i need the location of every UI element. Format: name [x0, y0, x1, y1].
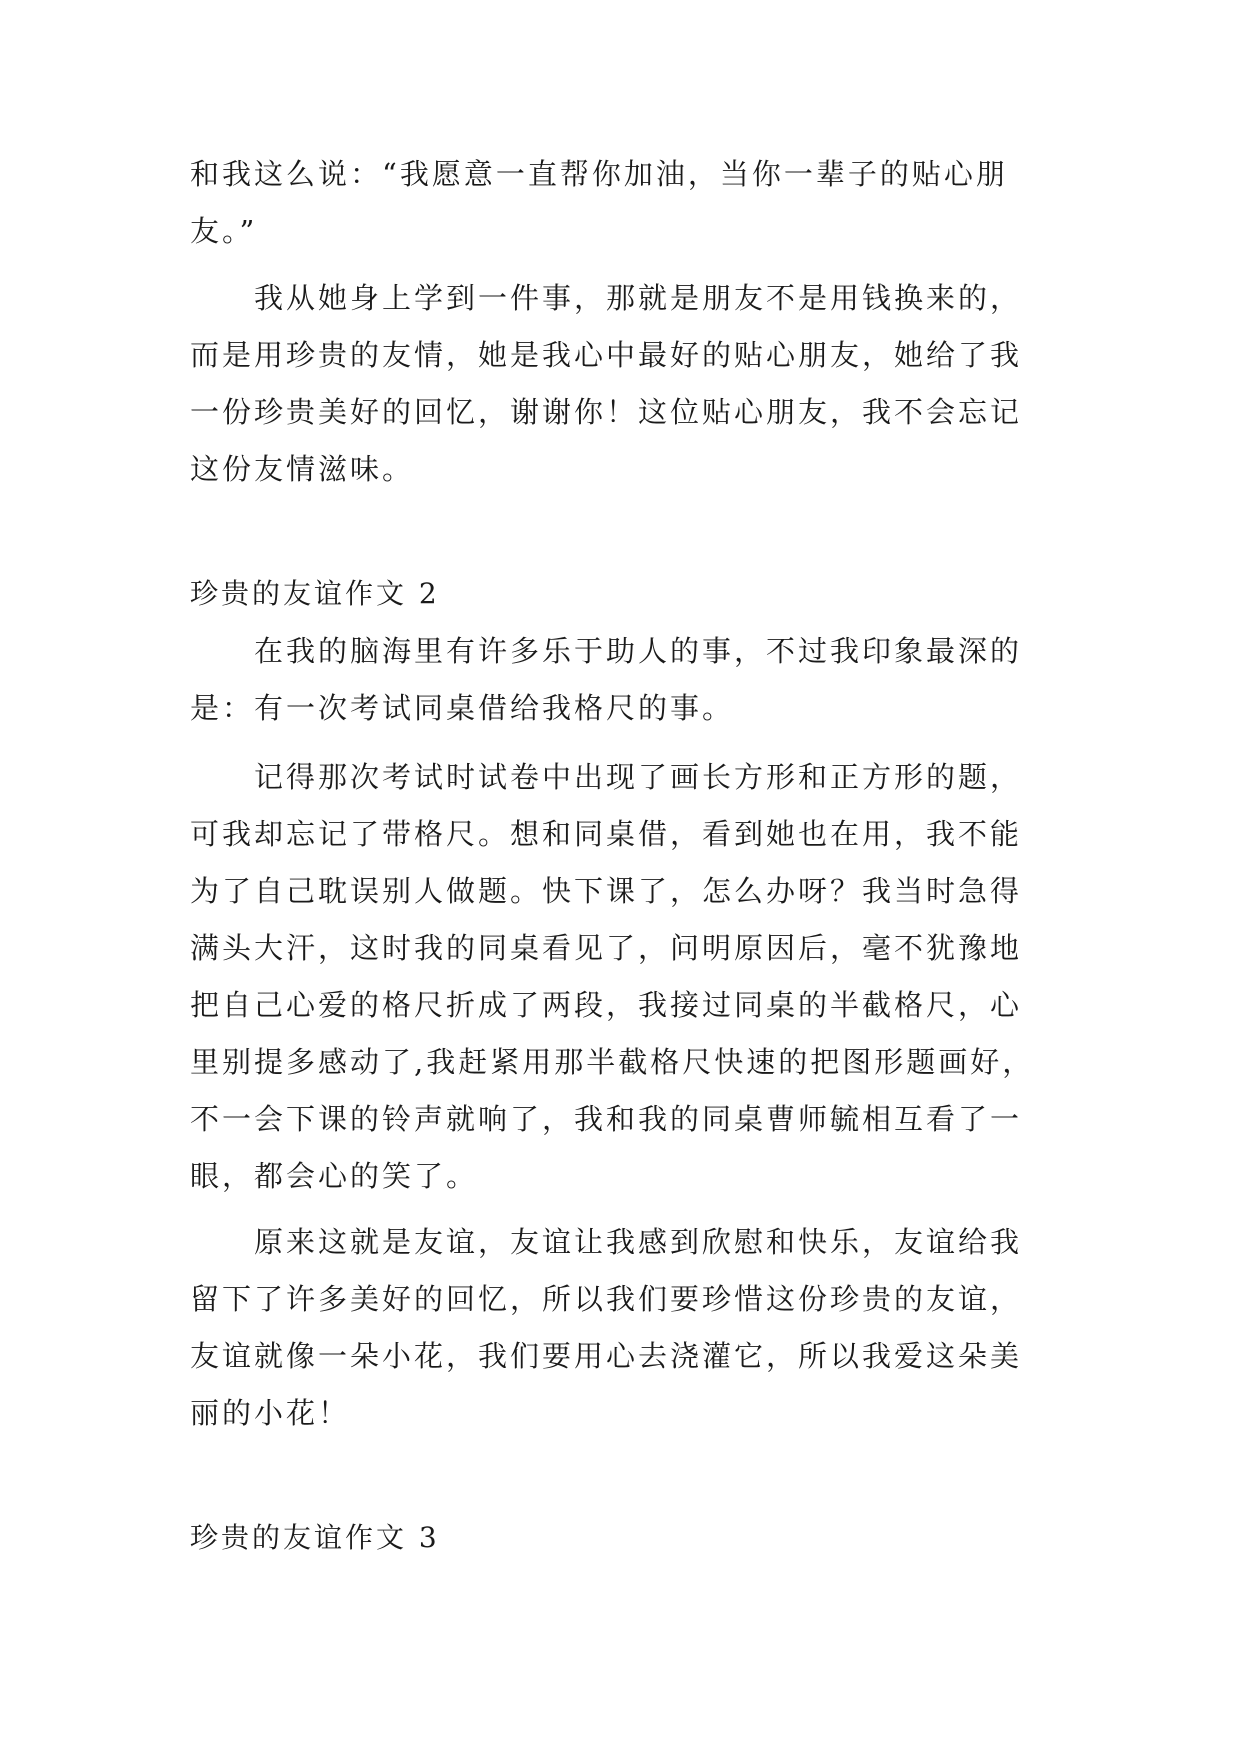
text-line: 为了自己耽误别人做题。快下课了，怎么办呀？我当时急得 — [190, 874, 1023, 908]
text-line: 而是用珍贵的友情，她是我心中最好的贴心朋友，她给了我 — [190, 338, 1023, 372]
text-line: 一份珍贵美好的回忆，谢谢你！这位贴心朋友，我不会忘记 — [190, 395, 1023, 429]
essay-3-heading — [190, 1509, 1060, 1566]
text-line: 这份友情滋味。 — [190, 452, 415, 486]
text-line: 友。” — [190, 214, 258, 248]
text-line: 我从她身上学到一件事，那就是朋友不是用钱换来的， — [190, 281, 1023, 315]
paragraph-lesson — [190, 270, 1060, 498]
text-line: 丽的小花！ — [190, 1396, 351, 1430]
text-line: 和我这么说：“我愿意一直帮你加油，当你一辈子的贴心朋 — [190, 157, 1008, 191]
text-line: 记得那次考试时试卷中出现了画长方形和正方形的题， — [190, 760, 1023, 794]
text-line: 眼，都会心的笑了。 — [190, 1159, 479, 1193]
text-line: 满头大汗，这时我的同桌看见了，问明原因后，毫不犹豫地 — [190, 931, 1023, 965]
text-line: 不一会下课的铃声就响了，我和我的同桌曹师毓相互看了一 — [190, 1102, 1023, 1136]
essay-2-paragraph-1 — [190, 623, 1060, 737]
text-line: 友谊就像一朵小花，我们要用心去浇灌它，所以我爱这朵美 — [190, 1339, 1023, 1373]
paragraph-continuation — [190, 146, 1060, 260]
text-line: 是：有一次考试同桌借给我格尺的事。 — [190, 691, 735, 725]
text-line: 留下了许多美好的回忆，所以我们要珍惜这份珍贵的友谊， — [190, 1282, 1023, 1316]
text-line: 把自己心爱的格尺折成了两段，我接过同桌的半截格尺，心 — [190, 988, 1023, 1022]
essay-2-heading — [190, 565, 1060, 622]
essay-2-paragraph-2 — [190, 749, 1060, 1205]
essay-3-title: 珍贵的友谊作文 3 — [190, 1521, 440, 1554]
essay-2-paragraph-3 — [190, 1214, 1060, 1442]
essay-2-title: 珍贵的友谊作文 2 — [190, 577, 440, 610]
text-line: 可我却忘记了带格尺。想和同桌借，看到她也在用，我不能 — [190, 817, 1023, 851]
text-line: 原来这就是友谊，友谊让我感到欣慰和快乐，友谊给我 — [190, 1225, 1023, 1259]
text-line: 在我的脑海里有许多乐于助人的事，不过我印象最深的 — [190, 634, 1023, 668]
text-line: 里别提多感动了,我赶紧用那半截格尺快速的把图形题画好， — [190, 1045, 1035, 1079]
